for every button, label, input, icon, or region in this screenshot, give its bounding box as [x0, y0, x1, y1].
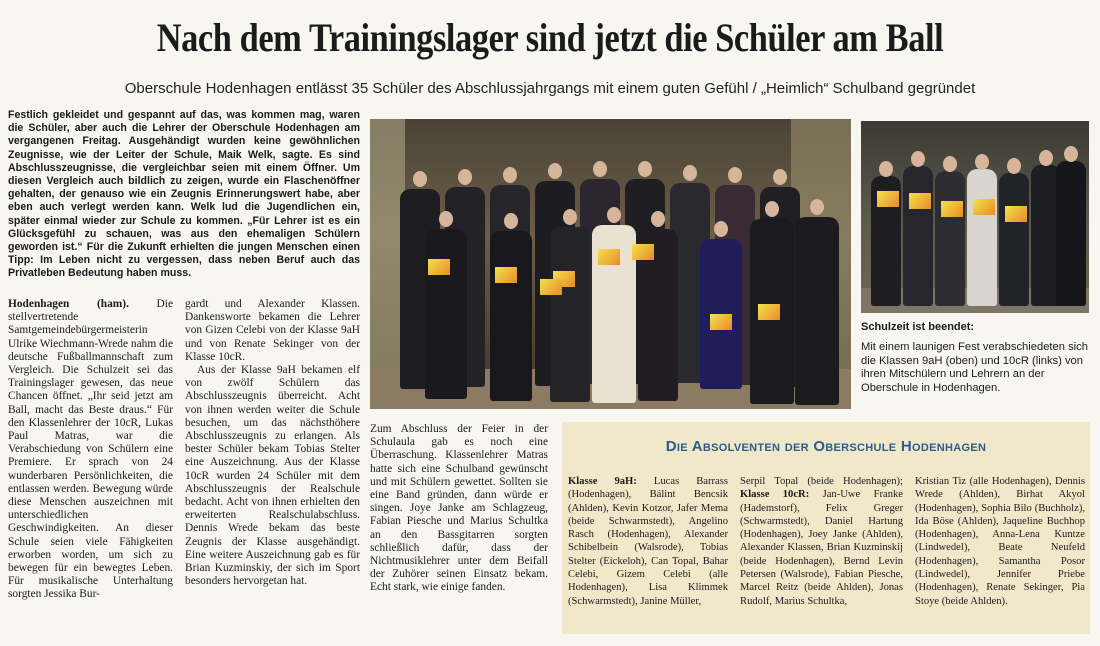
class-10cR-list: Jan-Uwe Franke (Hademstorf), Felix Greger (Schwarmstedt), Daniel Hartung (Hodenhagen), Joey Janke (Ahlden), Alexander Klassen, Brian Kuzminskij (beide Hodenhagen), Bernd Levin Petersen (Walsrode), Fabian Piesche, Marcel Reitz (beide Ahlden), Jonas Rudolf, Marius Schultka,: [740, 489, 903, 607]
class-10cR-list-cont: Kristian Tiz (alle Hodenhagen), Dennis Wrede (Ahlden), Birhat Akyol (Hodenhagen), Sophia Bilo (Buchholz), Ida Böse (Ahlden), Jaqueline Buchhop (Hodenhagen), Anna-Lena Kuntze (Lindwedel), Beate Neufeld (Hodenhagen), Samantha Posor (Lindwedel), Jennifer Priebe (Hodenhagen), Renate Sekinger, Pia Stoye (beide Ahlden).: [915, 476, 1085, 607]
headline: Nach dem Trainingslager sind jetzt die Schüler am Ball: [156, 15, 944, 60]
column-3-paragraph: Zum Abschluss der Feier in der Schulaula gab es noch eine Überraschung. Klassenlehrer Matras hatte sich eine Schulband gewünscht und mit Schülern gewettet. Sollten sie eine Band gründen, dann würde er singen. Joye Janke am Schlagzeug, Fabian Piesche und Marius Schultka an den Bassgitarren sorgten schließlich dafür, dass der Nichtmusiklehrer unter dem Beifall der Zuhörer seinen Einsatz bekam. Echt stark, wie einige fanden.: [370, 423, 548, 594]
article-column-1: [8, 298, 173, 602]
column-1-text: Die stellvertretende Samtgemeindebürgermeisterin Ulrike Wiechmann-Wrede nahm die deutsche Fußballmannschaft zum Vergleich. Die Schulzeit sei das Trainingslager gewesen, das neue Chancen öffnet. „Ihr seid jetzt am Ball, macht das Beste draus.“ Für den Klassenlehrer der 10cR, Lukas Paul Matras, war die Verabschiedung von Schülern eine Premiere. Er sprach von 24 wunderbaren Persönlichkeiten, die entlassen werden. Bewegung würde diese Menschen auszeichnen mit unterschiedlichen Geschwindigkeiten. An dieser Schule seien viele Fähigkeiten erworben worden, um sich zu bewegen für ein bewegtes Leben. Für musikalische Unterhaltung sorgten Jessika Bur-: [8, 298, 173, 601]
dateline: Hodenhagen (ham).: [8, 298, 129, 310]
article-column-2: [185, 298, 360, 588]
article-column-3: [370, 423, 548, 595]
column-1-paragraph: [8, 298, 173, 602]
photo-caption-title: Schulzeit ist beendet:: [861, 321, 975, 333]
graduates-box-title: Die Absolventen der Oberschule Hodenhagen: [665, 438, 987, 455]
class-9aH-list: Lucas Barrass (Hodenhagen), Bálint Bencsik (Ahlden), Kevin Kotzor, Jafer Mema (beide Schwarmstedt), Angelino Rasch (Hodenhagen), Alexander Schibelbein (Walsrode), Tobias Stelter (Eickeloh), Can Topal, Bahar Celebi, Gizem Celebi (alle Hodenhagen), Lisa Klimmek (Schwarmstedt), Janine Müller,: [568, 476, 728, 607]
class-10cR-label: Klasse 10cR:: [740, 489, 810, 501]
graduates-column-3: [915, 475, 1085, 608]
lead-paragraph: Festlich gekleidet und gespannt auf das, was kommen mag, waren die Schüler, aber auch die Lehrer der Oberschule Hodenhagen am vergangenen Freitag. Ausgehändigt wurden keine gewöhnlichen Zeugnisse, wie der Leiter der Schule, Maik Welk, sagte. Es sind Abschlusszeugnisse, die vergleichbar seien mit einem Öffner. Um diesen Vergleich auch bildlich zu zeigen, wurde ein Flaschenöffner gehalten, der genauso wie ein Zeugnis Erinnerungswert habe, aber eben auch verlegt werden kann. Welk lud die Jugendlichen ein, später einmal wieder zur Schule zu kommen. „Für Lehrer ist es ein Glücksgefühl zu schauen, was aus den ehemaligen Schülern geworden ist.“ Für die Zukunft erhielten die jungen Menschen einen Tipp: Im Leben nicht zu vergessen, dass neben Beruf auch das Privatleben Bedeutung haben muss.: [8, 109, 360, 280]
column-2-paragraph-2: Aus der Klasse 9aH bekamen elf von zwölf Schülern das Abschlusszeugnis überreicht. Acht von ihnen werden weiter die Schule besuchen, um das nächsthöhere Abschlusszeugnis zu erlangen. Als bester Schüler bekam Tobias Stelter eine Auszeichnung. Aus der Klasse 10cR wurden 24 Schüler mit dem Abschlusszeugnis der Realschule bedacht. Acht von ihnen erhielten den erweiterten Realschulabschluss. Dennis Wrede bekam das beste Zeugnis der Klasse ausgehändigt. Eine weitere Auszeichnung gab es für Brian Kuzminskiy, der sich im Sport besonders hervorgetan hat.: [185, 364, 360, 588]
photo-class-10cR: [370, 119, 851, 409]
class-9aH-label: Klasse 9aH:: [568, 476, 637, 487]
graduates-column-1: [568, 475, 728, 608]
column-2-paragraph-1: gardt und Alexander Klassen. Dankensworte bekamen die Lehrer von Gizen Celebi von der Klasse 9aH und von Renate Sekinger von der Klasse 10cR.: [185, 298, 360, 363]
graduates-column-2: [740, 475, 903, 608]
photo-caption-text: Mit einem launigen Fest verabschiedeten sich die Klassen 9aH (oben) und 10cR (links) von ihren Mitschülern und Lehrern an der Oberschule in Hodenhagen.: [861, 341, 1088, 394]
class-9aH-list-cont: Serpil Topal (beide Hodenhagen);: [740, 476, 903, 487]
photo-class-9aH: [861, 121, 1089, 313]
graduates-box: [562, 422, 1090, 634]
subheadline: Oberschule Hodenhagen entlässt 35 Schüler des Abschlussjahrgangs mit einem guten Gefühl / „Heimlich“ Schulband gegründet: [124, 80, 976, 97]
